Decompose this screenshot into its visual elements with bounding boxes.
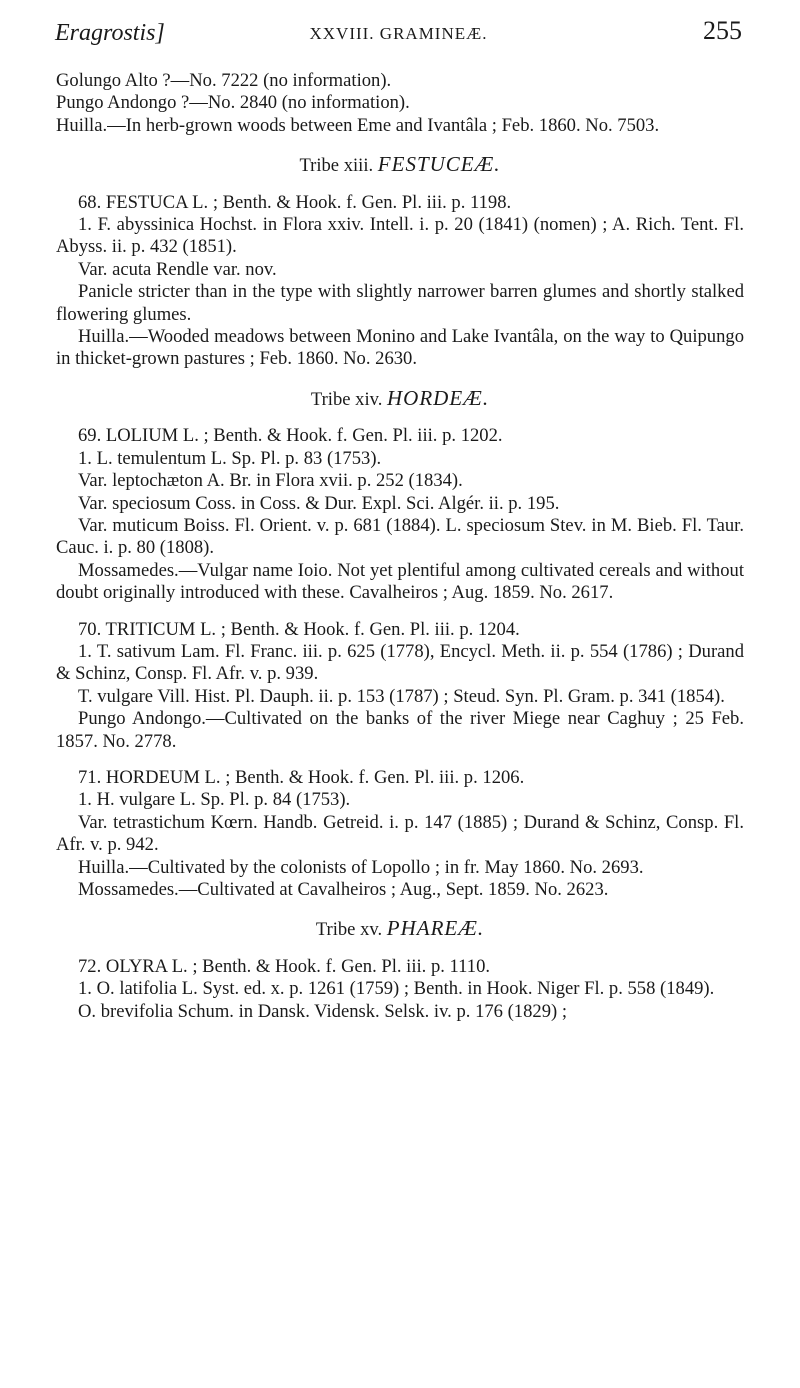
locality-golungo: Golungo Alto ?—No. 7222 (no information).	[56, 70, 392, 91]
variety-tetrastichum: Var. tetrastichum Kœrn. Handb. Getreid. i. p. 147 (1885) ; Durand & Schinz, Consp. Fl. Afr. v. p. 942.	[56, 811, 744, 856]
locality-huilla: Huilla.—In herb-grown woods between Eme and Ivantâla ; Feb. 1860. No. 7503.	[56, 114, 660, 136]
locality-hordeum-mossamedes: Mossamedes.—Cultivated at Cavalheiros ; Aug., Sept. 1859. No. 2623.	[78, 879, 609, 900]
species-lolium-temulentum: 1. L. temulentum L. Sp. Pl. p. 83 (1753).	[78, 447, 382, 469]
description-acuta: Panicle stricter than in the type with slightly narrower barren glumes and shortly stalked flowering glumes.	[56, 281, 744, 325]
tribe-name: PHAREÆ.	[386, 916, 485, 941]
species-hordeum-vulgare: 1. H. vulgare L. Sp. Pl. p. 84 (1753).	[78, 789, 351, 811]
running-head	[55, 12, 742, 52]
genus-festuca: 68. FESTUCA L. ; Benth. & Hook. f. Gen. Pl. iii. p. 1198.	[78, 191, 512, 213]
locality-hordeum-huilla: Huilla.—Cultivated by the colonists of Lopollo ; in fr. May 1860. No. 2693.	[78, 856, 644, 878]
variety-speciosum: Var. speciosum Coss. in Coss. & Dur. Expl. Sci. Algér. ii. p. 195.	[78, 492, 560, 514]
synonym-olyra-brevifolia: O. brevifolia Schum. in Dansk. Vidensk. Selsk. iv. p. 176 (1829) ;	[78, 1000, 567, 1022]
running-head-family: XXVIII. GRAMINEÆ.	[309, 24, 488, 43]
variety-acuta: Var. acuta Rendle var. nov.	[78, 258, 277, 280]
genus-olyra: 72. OLYRA L. ; Benth. & Hook. f. Gen. Pl. iii. p. 1110.	[78, 955, 491, 977]
genus-hordeum: 71. HORDEUM L. ; Benth. & Hook. f. Gen. Pl. iii. p. 1206.	[78, 766, 525, 788]
species-triticum-sativum: 1. T. sativum Lam. Fl. Franc. iii. p. 625 (1778), Encycl. Meth. ii. p. 554 (1786) ; Durand & Schinz, Consp. Fl. Afr. v. p. 939.	[56, 640, 744, 685]
genus-lolium: 69. LOLIUM L. ; Benth. & Hook. f. Gen. Pl. iii. p. 1202.	[78, 425, 503, 447]
variety-leptochaeton: Var. leptochæton A. Br. in Flora xvii. p. 252 (1834).	[78, 470, 463, 492]
running-head-genus: Eragrostis]	[55, 20, 165, 46]
tribe-prefix: Tribe xiii.	[299, 155, 374, 177]
synonym-triticum-vulgare: T. vulgare Vill. Hist. Pl. Dauph. ii. p. 153 (1787) ; Steud. Syn. Pl. Gram. p. 341 (1854).	[78, 685, 725, 707]
tribe-heading-hordeae	[56, 387, 744, 411]
tribe-prefix: Tribe xv.	[315, 919, 383, 941]
locality-pungo: Pungo Andongo ?—No. 2840 (no information).	[56, 92, 410, 114]
tribe-heading-festuceae	[56, 153, 744, 177]
tribe-name: FESTUCEÆ.	[377, 152, 501, 177]
page-body	[56, 70, 744, 1023]
page-number: 255	[703, 16, 742, 45]
locality-triticum: Pungo Andongo.—Cultivated on the banks of the river Miege near Caghuy ; 25 Feb. 1857. No. 2778.	[56, 708, 744, 752]
species-festuca-abyssinica: 1. F. abyssinica Hochst. in Flora xxiv. Intell. i. p. 20 (1841) (nomen) ; A. Rich. Tent. Fl. Abyss. ii. p. 432 (1851).	[56, 214, 744, 258]
tribe-heading-phareae	[56, 917, 744, 941]
species-olyra-latifolia: 1. O. latifolia L. Syst. ed. x. p. 1261 (1759) ; Benth. in Hook. Niger Fl. p. 558 (1849).	[78, 978, 715, 1000]
tribe-prefix: Tribe xiv.	[310, 388, 383, 410]
genus-triticum: 70. TRITICUM L. ; Benth. & Hook. f. Gen. Pl. iii. p. 1204.	[78, 618, 520, 640]
locality-festuca: Huilla.—Wooded meadows between Monino and Lake Ivantâla, on the way to Quipungo in thicket-grown pastures ; Feb. 1860. No. 2630.	[56, 326, 744, 370]
variety-muticum: Var. muticum Boiss. Fl. Orient. v. p. 681 (1884). L. speciosum Stev. in M. Bieb. Fl. Taur. Cauc. i. p. 80 (1808).	[56, 514, 744, 559]
tribe-name: HORDEÆ.	[387, 385, 490, 410]
locality-lolium: Mossamedes.—Vulgar name Ioio. Not yet plentiful among cultivated cereals and without doubt originally introduced with these. Cavalheiros ; Aug. 1859. No. 2617.	[56, 559, 744, 604]
